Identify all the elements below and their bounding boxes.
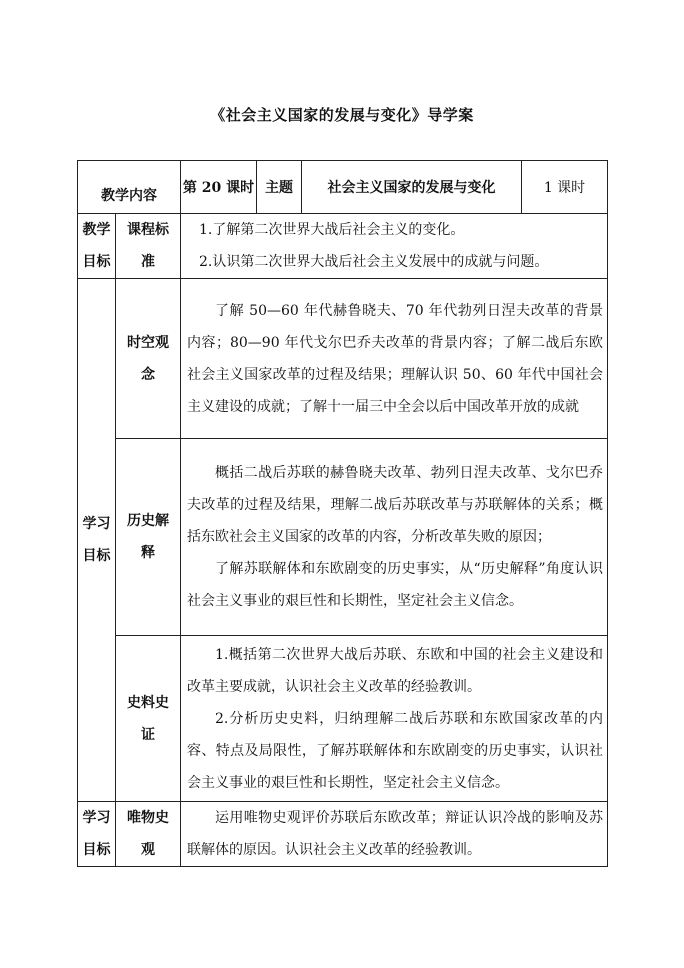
standard-item-2: 2.认识第二次世界大战后社会主义发展中的成就与问题。 [199,254,549,270]
interpretation-label-line1: 历史解 [127,513,169,529]
interpretation-paragraph-1: 概括二战后苏联的赫鲁晓夫改革、勃列日涅夫改革、戈尔巴乔夫改革的过程及结果，理解二战后苏联改革与苏联解体的关系；概括东欧社会主义国家的改革的内容，分析改革失败的原因； [187,465,603,545]
materialism-label-line1: 唯物史 [127,810,169,826]
topic-label: 主题 [257,161,302,214]
evidence-label-line2: 证 [141,726,155,743]
lesson-number: 第 20 课时 [181,161,257,214]
evidence-row [78,636,608,802]
materialism-label-line2: 观 [141,842,155,858]
spacetime-content [181,279,608,439]
class-hours: 1 课时 [522,161,608,214]
evidence-paragraph-1: 1.概括第二次世界大战后苏联、东欧和中国的社会主义建设和改革主要成就，认识社会主义改革的经验教训。 [187,646,603,695]
document-title: 《社会主义国家的发展与变化》导学案 [210,106,474,124]
learning-goal-label [78,279,116,802]
spacetime-text: 了解 50—60 年代赫鲁晓夫、70 年代勃列日涅夫改革的背景内容；80—90 年代戈尔巴乔夫改革的背景内容；了解二战后东欧社会主义国家改革的过程及结果；理解认识 50、60 年代中国社会主义建设的成就；了解十一届三中全会以后中国改革开放的成就 [187,302,603,415]
curriculum-standard-label-line1: 课程标 [127,222,169,238]
materialism-label [116,802,181,867]
materialism-content [181,802,608,867]
materialism-text: 运用唯物史观评价苏联后东欧改革；辩证认识冷战的影响及苏联解体的原因。认识社会主义改革的经验教训。 [187,810,603,858]
teaching-goal-label-line2: 目标 [82,254,111,270]
spacetime-label-line1: 时空观 [127,334,169,351]
header-row [78,161,608,214]
evidence-label [116,636,181,802]
lesson-plan-table [77,160,608,867]
spacetime-label [116,279,181,439]
teaching-goal-row [78,214,608,279]
teaching-goal-label [78,214,116,279]
spacetime-label-line2: 念 [141,366,155,383]
curriculum-standard-content [181,214,608,279]
evidence-label-line1: 史料史 [127,694,169,711]
materialism-row [78,802,608,867]
evidence-paragraph-2: 2.分析历史史料，归纳理解二战后苏联和东欧国家改革的内容、特点及局限性，了解苏联解体和东欧剧变的历史事实，认识社会主义事业的艰巨性和长期性，坚定社会主义信念。 [187,710,603,791]
learning-goal-2-label [78,802,116,867]
interpretation-label-line2: 释 [141,545,155,561]
interpretation-paragraph-2: 了解苏联解体和东欧剧变的历史事实，从“历史解释”角度认识社会主义事业的艰巨性和长期性，坚定社会主义信念。 [187,561,603,609]
topic-value: 社会主义国家的发展与变化 [302,161,522,214]
learning-goal-2-label-line1: 学习 [82,810,111,826]
curriculum-standard-label-line2: 准 [141,254,155,270]
interpretation-row [78,439,608,636]
curriculum-standard-label [116,214,181,279]
interpretation-content [181,439,608,636]
learning-goal-label-line2: 目标 [82,548,111,564]
spacetime-row [78,279,608,439]
teaching-goal-label-line1: 教学 [82,222,111,238]
evidence-content [181,636,608,802]
learning-goal-2-label-line2: 目标 [82,842,111,858]
content-label: 教学内容 [78,161,181,214]
learning-goal-label-line1: 学习 [82,516,111,532]
interpretation-label [116,439,181,636]
standard-item-1: 1.了解第二次世界大战后社会主义的变化。 [199,222,465,238]
